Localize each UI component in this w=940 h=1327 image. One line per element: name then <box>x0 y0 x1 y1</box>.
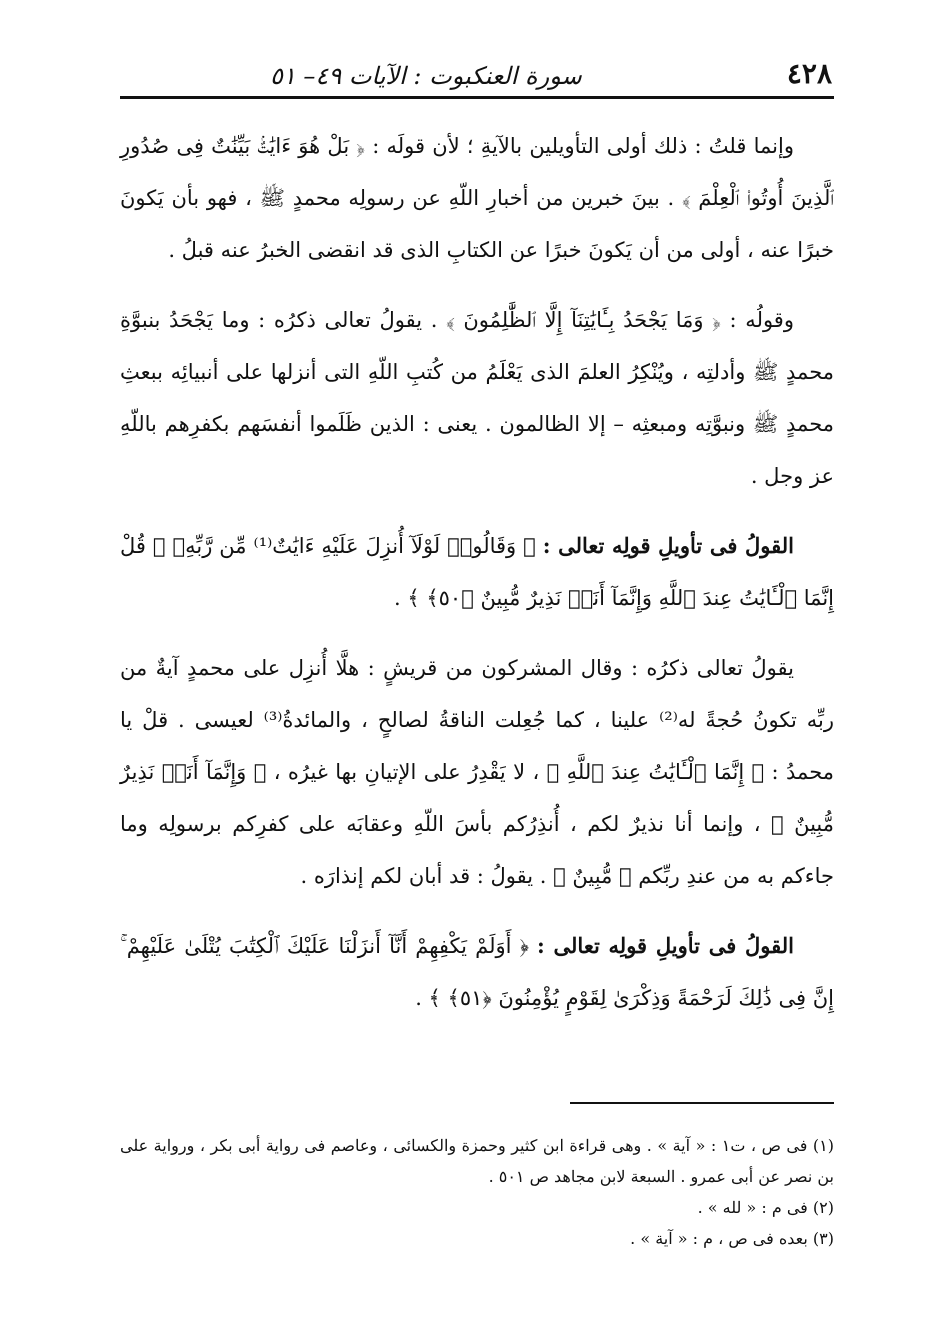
running-title: سورة العنكبوت : الآيات ٤٩– ٥١ <box>270 62 582 90</box>
section-heading-lead: القولُ فى تأويلِ قولِه تعالى : <box>542 533 795 558</box>
main-text <box>120 120 834 1042</box>
footnote-1: (١) فى ص ، ت١ : « آية » . وهى قراءة ابن كثير وحمزة والكسائى ، وعاصم فى رواية أبى بكر ، ورواية على بن نصر عن أبى عمرو . السبعة لابن مجاهد ص ٥٠١ . <box>120 1136 835 1186</box>
footnotes <box>120 1130 834 1254</box>
footnote-rule <box>570 1102 834 1104</box>
footnote-3: (٣) بعده فى ص ، م : « آية » . <box>630 1229 834 1248</box>
paragraph-4: يقولُ تعالى ذكرُه : وقال المشركون من قريشٍ : هلَّا أُنزِل على محمدٍ آيةٌ من ربِّه تكونُ حُجةً له⁽²⁾ علينا ، كما جُعِلت الناقةُ لصالحٍ ، والمائدةُ⁽³⁾ لعيسى . قلْ يا محمدُ : ﴿ إِنَّمَا ٱلْـَٔايَٰتُ عِندَ ٱللَّهِ ﴾ ، لا يَقْدِرُ على الإتيانِ بها غيرُه ، ﴿ وَإِنَّمَآ أَنَا۠ نَذِيرٌ مُّبِينٌ ﴾ ، وإنما أنا نذيرٌ لكم ، أُنذِرُكم بأسَ اللّهِ وعقابَه على كفرِكم برسولِه وما جاءكم به من عندِ ربِّكم ﴿ مُّبِينٌ ﴾ . يقولُ : قد أبان لكم إنذارَه . <box>120 656 835 888</box>
section-heading-lead: القولُ فى تأويلِ قولِه تعالى : <box>537 933 794 958</box>
quran-verse-51: ﴿ أَوَلَمْ يَكْفِهِمْ أَنَّآ أَنزَلْنَا عَلَيْكَ ٱلْكِتَٰبَ يُتْلَىٰ عَلَيْهِمْ ۚ إِنَّ فِى ذَٰلِكَ لَرَحْمَةً وَذِكْرَىٰ لِقَوْمٍ يُؤْمِنُونَ ﴿٥١﴾ ﴾ . <box>120 934 834 1010</box>
paragraph-3 <box>120 520 834 624</box>
footnote-2: (٢) فى م : « لله » . <box>697 1198 834 1217</box>
page-number: ٤٢٨ <box>786 57 832 90</box>
header-rule <box>120 96 834 99</box>
quran-verse-50: ﴿ وَقَالُوا۟ لَوْلَآ أُنزِلَ عَلَيْهِ ءَايَٰتٌ⁽¹⁾ مِّن رَّبِّهِۦ ۖ قُلْ إِنَّمَا ٱلْـَٔايَٰتُ عِندَ ٱللَّهِ وَإِنَّمَآ أَنَا۠ نَذِيرٌ مُّبِينٌ ﴿٥٠﴾ ﴾ . <box>120 534 834 610</box>
paragraph-1: وإنما قلتُ : ذلك أولى التأويلين بالآيةِ ؛ لأن قولَه : ﴿ بَلْ هُوَ ءَايَٰتٌۢ بَيِّنَٰتٌ فِى صُدُورِ ٱلَّذِينَ أُوتُوا۟ ٱلْعِلْمَ ﴾ . بينَ خبرين من أخبارِ اللّهِ عن رسولِه محمدٍ ﷺ ، فهو بأن يَكونَ خبرًا عنه ، أولى من أن يَكونَ خبرًا عن الكتابِ الذى قد انقضى الخبرُ عنه قبلُ . <box>120 134 834 262</box>
page-header <box>120 40 832 88</box>
paragraph-5 <box>120 920 834 1024</box>
paragraph-2: وقولُه : ﴿ وَمَا يَجْحَدُ بِـَٔايَٰتِنَآ إِلَّا ٱلظَّٰلِمُونَ ﴾ . يقولُ تعالى ذكرُه : وما يَجْحَدُ بنبوَّةِ محمدٍ ﷺ وأدلتِه ، ويُنْكِرُ العلمَ الذى يَعْلَمُ من كُتبِ اللّهِ التى أنزلها على أنبيائِه ببعثِ محمدٍ ﷺ ونبوَّتِه ومبعثِه – إلا الظالمون . يعنى : الذين ظَلَموا أنفسَهم بكفرِهم باللّهِ عز وجل . <box>120 308 834 488</box>
